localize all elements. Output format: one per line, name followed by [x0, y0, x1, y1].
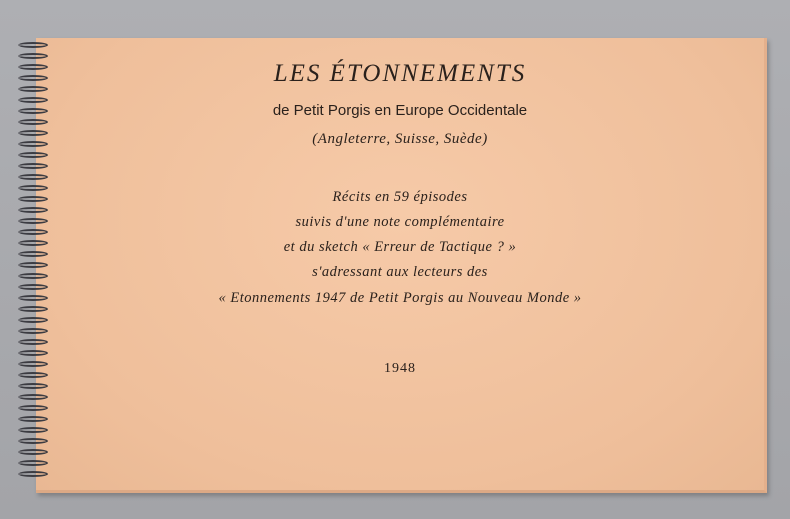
- spiral-ring: [18, 416, 48, 422]
- spiral-ring: [18, 460, 48, 466]
- description-line-3: et du sketch « Erreur de Tactique ? »: [283, 239, 517, 255]
- spiral-ring: [18, 438, 48, 444]
- spiral-ring: [18, 119, 48, 125]
- spiral-ring: [18, 339, 48, 345]
- description-line-4: s'adressant aux lecteurs des: [312, 264, 488, 280]
- spiral-ring: [18, 350, 48, 356]
- description-line-2: suivis d'une note complémentaire: [295, 214, 505, 230]
- book-title: LES ÉTONNEMENTS: [273, 60, 527, 87]
- countries-line: (Angleterre, Suisse, Suède): [312, 131, 488, 147]
- description-line-1: Récits en 59 épisodes: [332, 189, 468, 205]
- spiral-ring: [18, 53, 48, 59]
- spiral-ring: [18, 328, 48, 334]
- publication-year: 1948: [384, 361, 416, 376]
- spiral-ring: [18, 449, 48, 455]
- spiral-ring: [18, 405, 48, 411]
- spiral-ring: [18, 471, 48, 477]
- description-line-5: « Etonnements 1947 de Petit Porgis au Nouveau Monde »: [218, 290, 582, 306]
- spiral-ring: [18, 383, 48, 389]
- spiral-ring: [18, 317, 48, 323]
- spiral-ring: [18, 394, 48, 400]
- spiral-ring: [18, 174, 48, 180]
- spiral-ring: [18, 42, 48, 48]
- spiral-ring: [18, 163, 48, 169]
- spiral-ring: [18, 207, 48, 213]
- spiral-ring: [18, 427, 48, 433]
- spiral-ring: [18, 152, 48, 158]
- book-subtitle: de Petit Porgis en Europe Occidentale: [272, 102, 528, 119]
